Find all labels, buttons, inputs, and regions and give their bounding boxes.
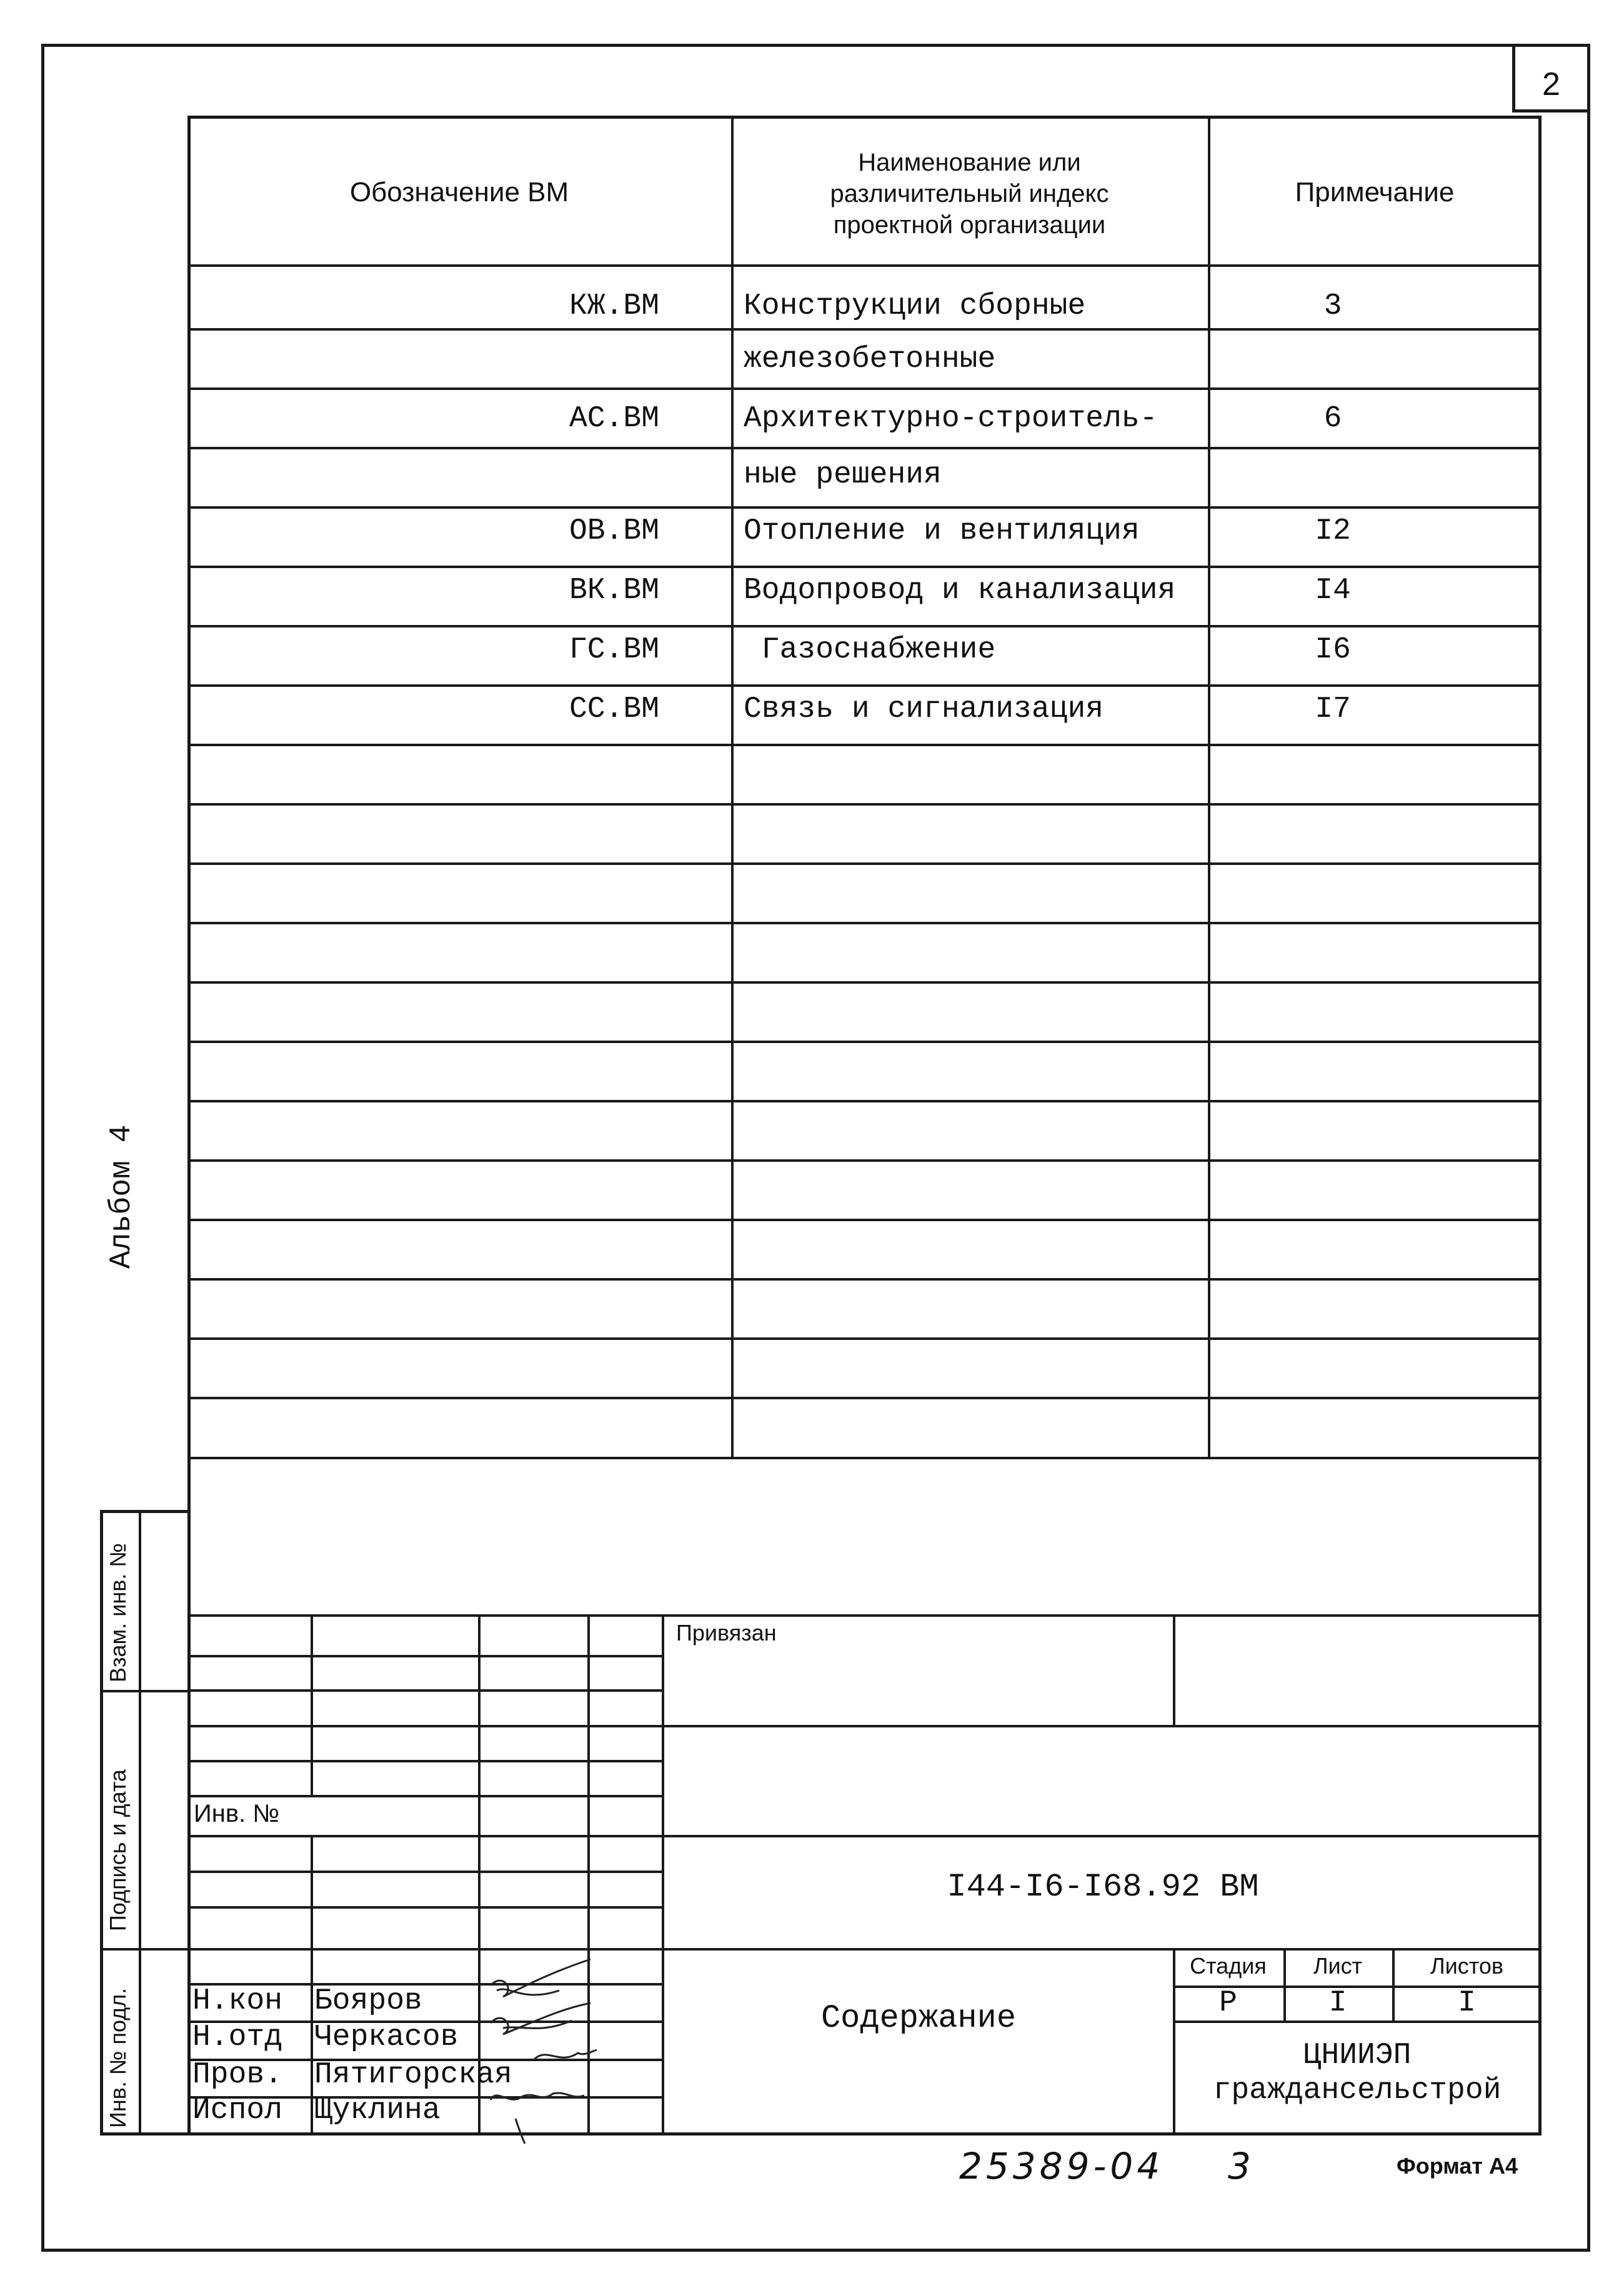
role-label: Н.кон	[192, 1984, 283, 2018]
row-line	[187, 803, 1542, 806]
row-line	[187, 981, 1542, 984]
table-bottom-line	[187, 1457, 1542, 1459]
signatures	[478, 1947, 603, 2147]
row-name: ные решения	[744, 458, 942, 492]
inv-no-label: Инв. №	[194, 1800, 280, 1827]
sheets-label: Листов	[1430, 1953, 1503, 1979]
row-line	[187, 744, 1542, 746]
role-name: Бояров	[314, 1984, 422, 2018]
row-line	[187, 387, 1542, 390]
corner-number: 2	[1542, 66, 1560, 102]
row-line	[187, 506, 1542, 509]
row-name: Газоснабжение	[744, 633, 996, 667]
header-col-designation: Обозначение ВМ	[349, 177, 569, 207]
row-note: I7	[1315, 692, 1351, 726]
row-note: I6	[1315, 633, 1351, 667]
header-col-name-line2: различительный индекс	[830, 180, 1109, 207]
row-note: I4	[1315, 574, 1351, 607]
header-col-note: Примечание	[1295, 177, 1455, 207]
row-code: ГС.ВМ	[569, 633, 659, 667]
row-code: КЖ.ВМ	[569, 289, 659, 323]
tb-line-code-top	[664, 1835, 1542, 1837]
role-name: Щуклина	[314, 2094, 441, 2127]
row-line	[187, 1100, 1542, 1102]
side-label-vzam: Взам. инв. №	[105, 1542, 131, 1682]
row-line	[187, 328, 1542, 331]
row-note: 3	[1323, 289, 1342, 323]
role-label: Н.отд	[192, 2021, 283, 2054]
sheet-value: I	[1328, 1986, 1347, 2020]
stage-label: Стадия	[1190, 1953, 1267, 1979]
col-divider-1	[731, 116, 734, 1459]
row-line	[187, 625, 1542, 627]
header-bottom-line	[187, 264, 1542, 267]
album-label: Альбом 4	[105, 1124, 139, 1269]
row-line	[187, 447, 1542, 449]
row-line	[187, 1397, 1542, 1399]
format-label: Формат А4	[1397, 2153, 1518, 2179]
role-name: Черкасов	[314, 2021, 459, 2054]
row-code: СС.ВМ	[569, 692, 659, 726]
row-name: Отопление и вентиляция	[744, 514, 1140, 548]
row-line	[187, 684, 1542, 687]
tb-vline-privyazan	[1173, 1614, 1175, 1725]
row-note: I2	[1315, 514, 1351, 548]
row-name: железобетонные	[744, 342, 996, 376]
side-label-podpis: Подпись и дата	[105, 1769, 131, 1931]
doc-title: Содержание	[820, 2000, 1017, 2037]
row-line	[187, 1337, 1542, 1340]
archive-page: 3	[1228, 2145, 1251, 2187]
row-line	[187, 1278, 1542, 1281]
row-name: Связь и сигнализация	[744, 692, 1104, 726]
row-line	[187, 862, 1542, 865]
doc-code: I44-I6-I68.92 ВМ	[947, 1869, 1259, 1906]
stage-value: Р	[1219, 1986, 1237, 2020]
header-col-name-line3: проектной организации	[833, 211, 1106, 239]
privyazan-label: Привязан	[676, 1620, 777, 1646]
sheet-label: Лист	[1313, 1953, 1363, 1979]
tb-line-privyazan-bottom	[664, 1725, 1542, 1727]
row-line	[187, 1219, 1542, 1221]
row-code: ОВ.ВМ	[569, 514, 659, 548]
row-code: ВК.ВМ	[569, 574, 659, 607]
tb-line-top	[187, 1614, 1542, 1617]
row-name: Водопровод и канализация	[744, 574, 1176, 607]
row-line	[187, 1159, 1542, 1162]
sheets-value: I	[1458, 1986, 1476, 2020]
row-code: АС.ВМ	[569, 402, 659, 436]
row-line	[187, 922, 1542, 924]
side-label-inv-podl: Инв. № подл.	[105, 1987, 131, 2128]
role-label: Испол	[192, 2094, 283, 2127]
archive-number: 25389-04	[959, 2145, 1164, 2187]
header-col-name	[731, 147, 1208, 241]
row-name: Архитектурно-строитель-	[744, 402, 1158, 436]
header-col-name-line1: Наименование или	[858, 149, 1081, 176]
role-name: Пятигорская	[314, 2058, 512, 2092]
row-line	[187, 566, 1542, 568]
row-line	[187, 1041, 1542, 1043]
role-label: Пров.	[192, 2058, 283, 2092]
row-name: Конструкции сборные	[744, 289, 1086, 323]
row-note: 6	[1323, 402, 1342, 436]
org-line1: ЦНИИЭП	[1303, 2039, 1412, 2072]
org-line2: граждансельстрой	[1213, 2074, 1502, 2107]
tb-line-code-bottom	[664, 1948, 1542, 1951]
